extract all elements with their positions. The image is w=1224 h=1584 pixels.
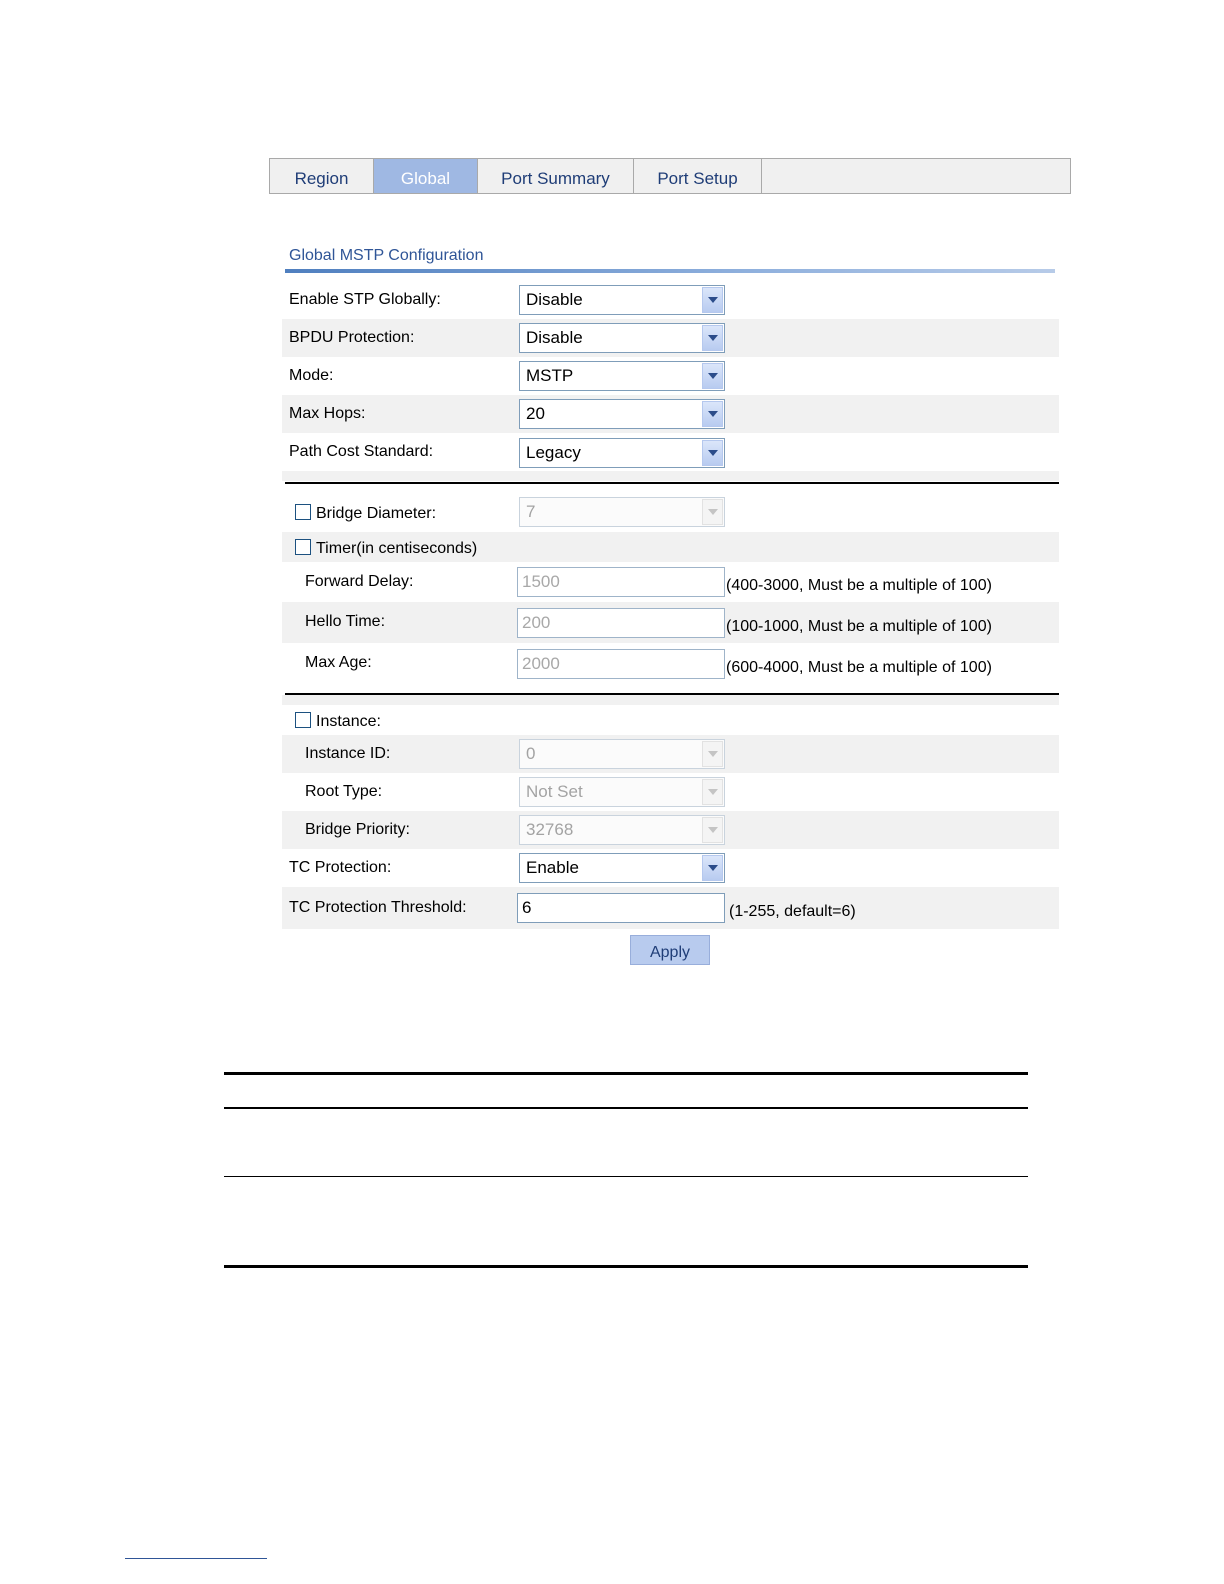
row-spacer: [282, 695, 1059, 705]
row-max-hops: [282, 395, 1059, 433]
tc-protection-value: Enable: [526, 858, 579, 877]
tc-protection-label: TC Protection:: [289, 859, 392, 876]
max-hops-label: Max Hops:: [289, 405, 366, 422]
max-hops-select[interactable]: [519, 399, 725, 429]
row-max-age: [282, 643, 1059, 684]
row-root-type: [282, 773, 1059, 811]
hello-time-hint: (100-1000, Must be a multiple of 100): [726, 618, 992, 635]
row-enable-stp: [282, 281, 1059, 319]
max-age-hint: (600-4000, Must be a multiple of 100): [726, 659, 992, 676]
hello-time-input[interactable]: 200: [517, 608, 725, 638]
table-bottom-rule: [224, 1265, 1028, 1268]
footnote-rule: [125, 1558, 267, 1559]
row-instance-id: [282, 735, 1059, 773]
table-row-rule: [224, 1176, 1028, 1177]
timer-label: Timer(in centiseconds): [316, 540, 478, 557]
section-divider: [285, 269, 1055, 273]
instance-checkbox[interactable]: [295, 712, 311, 728]
enable-stp-value: Disable: [526, 290, 583, 309]
table-top-rule: [224, 1072, 1028, 1075]
bpdu-protection-value: Disable: [526, 328, 583, 347]
chevron-down-icon[interactable]: [702, 499, 723, 525]
forward-delay-input[interactable]: 1500: [517, 567, 725, 597]
row-mode: [282, 357, 1059, 395]
mode-value: MSTP: [526, 366, 574, 385]
chevron-down-icon[interactable]: [702, 855, 723, 881]
section-title: Global MSTP Configuration: [289, 247, 484, 264]
tab-region[interactable]: Region: [270, 159, 374, 193]
row-tc-threshold: [282, 887, 1059, 929]
root-type-select[interactable]: [519, 777, 725, 807]
chevron-down-icon[interactable]: [702, 325, 723, 351]
apply-button[interactable]: Apply: [630, 935, 710, 965]
row-forward-delay: [282, 562, 1059, 602]
path-cost-label: Path Cost Standard:: [289, 443, 434, 460]
timer-checkbox[interactable]: [295, 539, 311, 555]
instance-id-label: Instance ID:: [305, 745, 391, 762]
tab-port-setup[interactable]: Port Setup: [634, 159, 762, 193]
path-cost-select[interactable]: [519, 438, 725, 468]
bridge-diameter-select[interactable]: [519, 497, 725, 527]
mode-select[interactable]: [519, 361, 725, 391]
tab-bar: [269, 158, 1071, 194]
forward-delay-hint: (400-3000, Must be a multiple of 100): [726, 577, 992, 594]
instance-id-value: 0: [526, 744, 536, 763]
chevron-down-icon[interactable]: [702, 817, 723, 843]
max-hops-value: 20: [526, 404, 545, 423]
row-instance: [282, 705, 1059, 735]
tab-global[interactable]: Global: [374, 159, 478, 193]
bridge-diameter-value: 7: [526, 502, 536, 521]
tc-threshold-hint: (1-255, default=6): [729, 903, 856, 920]
row-spacer: [282, 471, 1059, 481]
path-cost-value: Legacy: [526, 443, 581, 462]
row-timer: [282, 532, 1059, 562]
bpdu-protection-select[interactable]: [519, 323, 725, 353]
max-age-label: Max Age:: [305, 654, 372, 671]
chevron-down-icon[interactable]: [702, 287, 723, 313]
bridge-diameter-checkbox[interactable]: [295, 504, 311, 520]
mode-label: Mode:: [289, 367, 334, 384]
root-type-value: Not Set: [526, 782, 583, 801]
max-age-input[interactable]: 2000: [517, 649, 725, 679]
row-bpdu-protection: [282, 319, 1059, 357]
chevron-down-icon[interactable]: [702, 779, 723, 805]
row-bridge-priority: [282, 811, 1059, 849]
instance-label: Instance:: [316, 713, 381, 730]
forward-delay-label: Forward Delay:: [305, 573, 414, 590]
row-bridge-diameter: [282, 494, 1059, 532]
enable-stp-select[interactable]: [519, 285, 725, 315]
bpdu-protection-label: BPDU Protection:: [289, 329, 415, 346]
hello-time-label: Hello Time:: [305, 613, 386, 630]
row-tc-protection: [282, 849, 1059, 887]
chevron-down-icon[interactable]: [702, 741, 723, 767]
chevron-down-icon[interactable]: [702, 363, 723, 389]
enable-stp-label: Enable STP Globally:: [289, 291, 441, 308]
instance-id-select[interactable]: [519, 739, 725, 769]
tc-protection-select[interactable]: [519, 853, 725, 883]
chevron-down-icon[interactable]: [702, 401, 723, 427]
bridge-priority-label: Bridge Priority:: [305, 821, 410, 838]
chevron-down-icon[interactable]: [702, 440, 723, 466]
tab-port-summary[interactable]: Port Summary: [478, 159, 634, 193]
bridge-priority-value: 32768: [526, 820, 574, 839]
table-header-rule: [224, 1107, 1028, 1109]
tc-threshold-label: TC Protection Threshold:: [289, 899, 467, 916]
row-hello-time: [282, 602, 1059, 643]
row-path-cost: [282, 433, 1059, 471]
bridge-diameter-label: Bridge Diameter:: [316, 505, 437, 522]
root-type-label: Root Type:: [305, 783, 383, 800]
divider: [285, 482, 1059, 484]
tc-threshold-input[interactable]: 6: [517, 893, 725, 923]
bridge-priority-select[interactable]: [519, 815, 725, 845]
